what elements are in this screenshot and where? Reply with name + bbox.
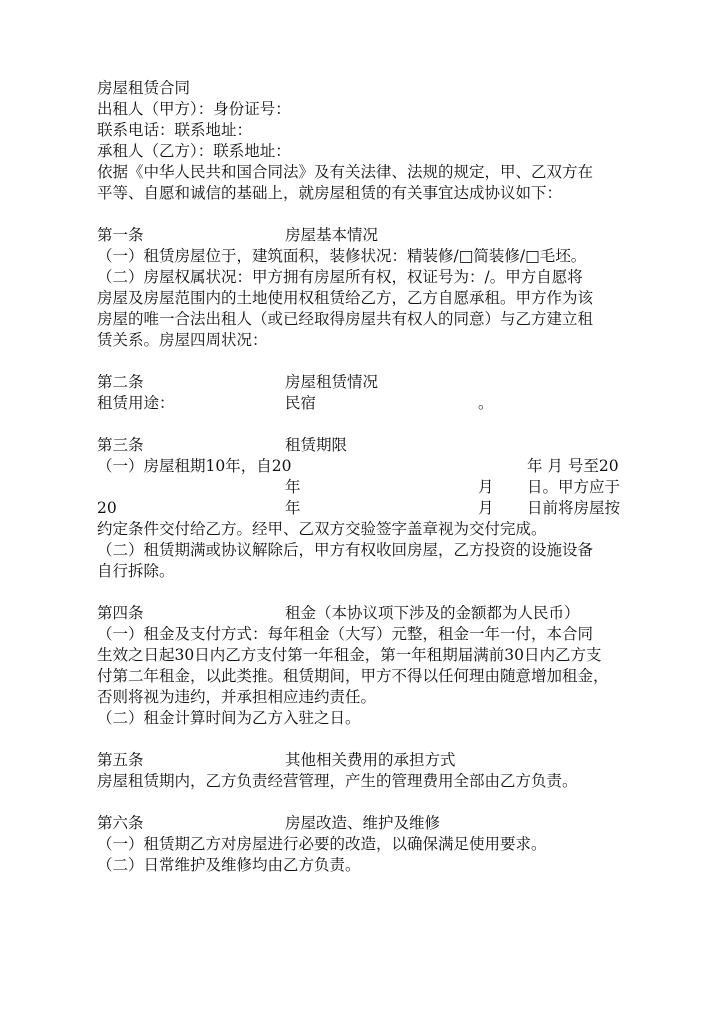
- month-label: 月: [478, 478, 494, 496]
- lease-use-line: [97, 393, 667, 414]
- article-heading: 其他相关费用的承担方式: [285, 751, 456, 769]
- article-heading: 租金（本协议项下涉及的金额都为人民币）: [285, 604, 580, 622]
- article-heading: 租赁期限: [285, 436, 348, 454]
- article-line: 房屋租赁期内，乙方负责经营管理，产生的管理费用全部由乙方负责。: [97, 772, 578, 790]
- preamble-line: 依据《中华人民共和国合同法》及有关法律、法规的规定，甲、乙双方在: [97, 163, 594, 181]
- lease-use-end: 。: [478, 394, 494, 412]
- day-label: 日。甲方应于: [527, 478, 621, 496]
- article-line: 否则将视为违约，并承担相应违约责任。: [97, 688, 377, 706]
- article-line: （一）租金及支付方式：每年租金（大写）元整，租金一年一付，本合同: [97, 625, 594, 643]
- article-line: 付第二年租金，以此类推。租赁期间，甲方不得以任何理由随意增加租金，: [97, 667, 609, 685]
- article-number: 第六条: [97, 814, 144, 832]
- article-line: （二）房屋权属状况：甲方拥有房屋所有权，权证号为：/。甲方自愿将: [97, 268, 583, 286]
- article-4-header: [97, 603, 667, 624]
- lease-term-line-2: [97, 477, 667, 498]
- article-number: 第一条: [97, 226, 144, 244]
- article-line: 房屋及房屋范围内的土地使用权租赁给乙方，乙方自愿承租。甲方作为该: [97, 289, 594, 307]
- lease-use-value: 民宿: [285, 394, 317, 412]
- article-heading: 房屋租赁情况: [285, 373, 379, 391]
- article-line: （二）租赁期满或协议解除后，甲方有权收回房屋，乙方投资的设施设备: [97, 541, 594, 559]
- article-number: 第二条: [97, 373, 144, 391]
- article-line: 自行拆除。: [97, 562, 175, 580]
- article-line: 房屋的唯一合法出租人（或已经取得房屋共有权人的同意）与乙方建立租: [97, 310, 594, 328]
- article-number: 第三条: [97, 436, 144, 454]
- lease-term-line-1: [97, 456, 667, 477]
- article-line: 约定条件交付给乙方。经甲、乙双方交验签字盖章视为交付完成。: [97, 520, 547, 538]
- article-line: 赁关系。房屋四周状况：: [97, 331, 268, 349]
- article-heading: 房屋改造、维护及维修: [285, 814, 441, 832]
- year-label: 年: [285, 499, 301, 517]
- article-line: （一）租赁期乙方对房屋进行必要的改造，以确保满足使用要求。: [97, 835, 547, 853]
- term-end-text: 年 月 号至20: [527, 457, 619, 475]
- lessor-info: 出租人（甲方）：身份证号：: [97, 100, 291, 118]
- year-prefix: 20: [97, 499, 117, 517]
- term-start-text: （一）房屋租期10年，自20: [97, 457, 292, 475]
- article-line: （二）租金计算时间为乙方入驻之日。: [97, 709, 361, 727]
- article-3-header: [97, 435, 667, 456]
- day-label: 日前将房屋按: [527, 499, 621, 517]
- article-5-header: [97, 750, 667, 771]
- article-6-header: [97, 813, 667, 834]
- contract-document: [97, 78, 667, 876]
- article-2-header: [97, 372, 667, 393]
- preamble-line: 平等、自愿和诚信的基础上，就房屋租赁的有关事宜达成协议如下：: [97, 184, 563, 202]
- article-line: （一）租赁房屋位于，建筑面积，装修状况：精装修/□简装修/□毛坯。: [97, 247, 587, 265]
- article-line: （二）日常维护及维修均由乙方负责。: [97, 856, 361, 874]
- lessor-contact: 联系电话：联系地址：: [97, 121, 253, 139]
- lease-use-label: 租赁用途：: [97, 394, 175, 412]
- year-label: 年: [285, 478, 301, 496]
- article-line: 生效之日起30日内乙方支付第一年租金，第一年租期届满前30日内乙方支: [97, 646, 602, 664]
- article-number: 第四条: [97, 604, 144, 622]
- article-1-header: [97, 225, 667, 246]
- document-title: 房屋租赁合同: [97, 79, 191, 97]
- lease-term-line-3: [97, 498, 667, 519]
- article-heading: 房屋基本情况: [285, 226, 379, 244]
- article-number: 第五条: [97, 751, 144, 769]
- month-label: 月: [478, 499, 494, 517]
- lessee-info: 承租人（乙方）：联系地址：: [97, 142, 291, 160]
